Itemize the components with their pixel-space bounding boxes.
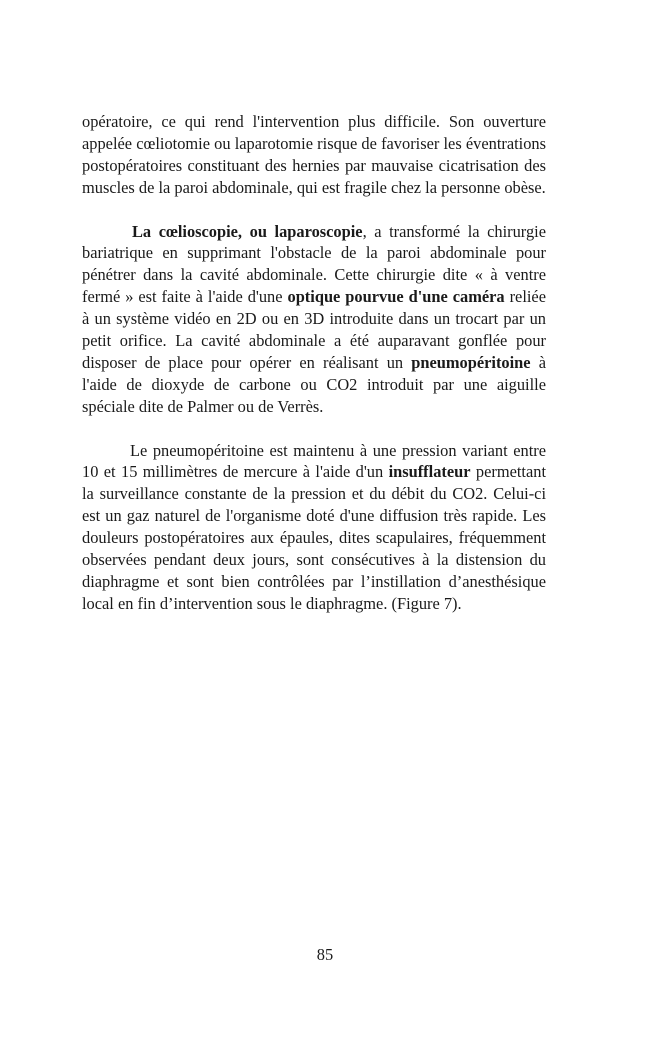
bold-term-insufflator: insufflateur xyxy=(388,462,471,482)
paragraph-laparotomy xyxy=(82,111,546,199)
page-body xyxy=(82,111,546,615)
bold-term-camera: optique pourvue d'une caméra xyxy=(287,287,505,307)
text-span: Le pneumopéritoine est maintenu à une pression variant entre 10 et 15 millimètres de mercure à l'aide d'un xyxy=(82,440,546,482)
paragraph-laparoscopy xyxy=(82,221,546,418)
paragraph-pneumoperitoneum xyxy=(82,440,546,615)
text-span: , a transformé la chirurgie bariatrique en supprimant l'obstacle de la paroi abdominale pour pénétrer dans la cavité abdominale. Cette chirurgie dite « à ventre fermé » est faite à l'aide d'une xyxy=(82,221,546,307)
bold-term-pneumoperitoneum: pneumopéritoine xyxy=(411,352,531,372)
text-span: permettant la surveillance constante de la pression et du débit du CO2. Celui-ci est un gaz naturel de l'organisme doté d'une diffusion très rapide. Les douleurs postopératoires aux épaules, dites scapulaires, fréquemment observées pendant deux jours, sont consécutives à la distension du diaphragme et sont bien contrôlées par l’instillation d’anesthésique local en fin d’intervention sous le diaphragme. (Figure 7). xyxy=(82,462,547,613)
text-span: reliée à un système vidéo en 2D ou en 3D introduite dans un trocart par un petit orifice. La cavité abdominale a été auparavant gonflée pour disposer de place pour opérer en réalisant un xyxy=(82,287,546,372)
text-span: à l'aide de dioxyde de carbone ou CO2 introduit par une aiguille spéciale dite de Palmer ou de Verrès. xyxy=(82,352,546,416)
page-number: 85 xyxy=(316,945,334,964)
bold-term-laparoscopy: La cœlioscopie, ou laparoscopie xyxy=(132,221,363,241)
text-span: opératoire, ce qui rend l'intervention plus difficile. Son ouverture appelée cœliotomie ou laparotomie risque de favoriser les éventrations postopératoires constituant des hernies par mauvaise cicatrisation des muscles de la paroi abdominale, qui est fragile chez la personne obèse. xyxy=(82,112,546,197)
